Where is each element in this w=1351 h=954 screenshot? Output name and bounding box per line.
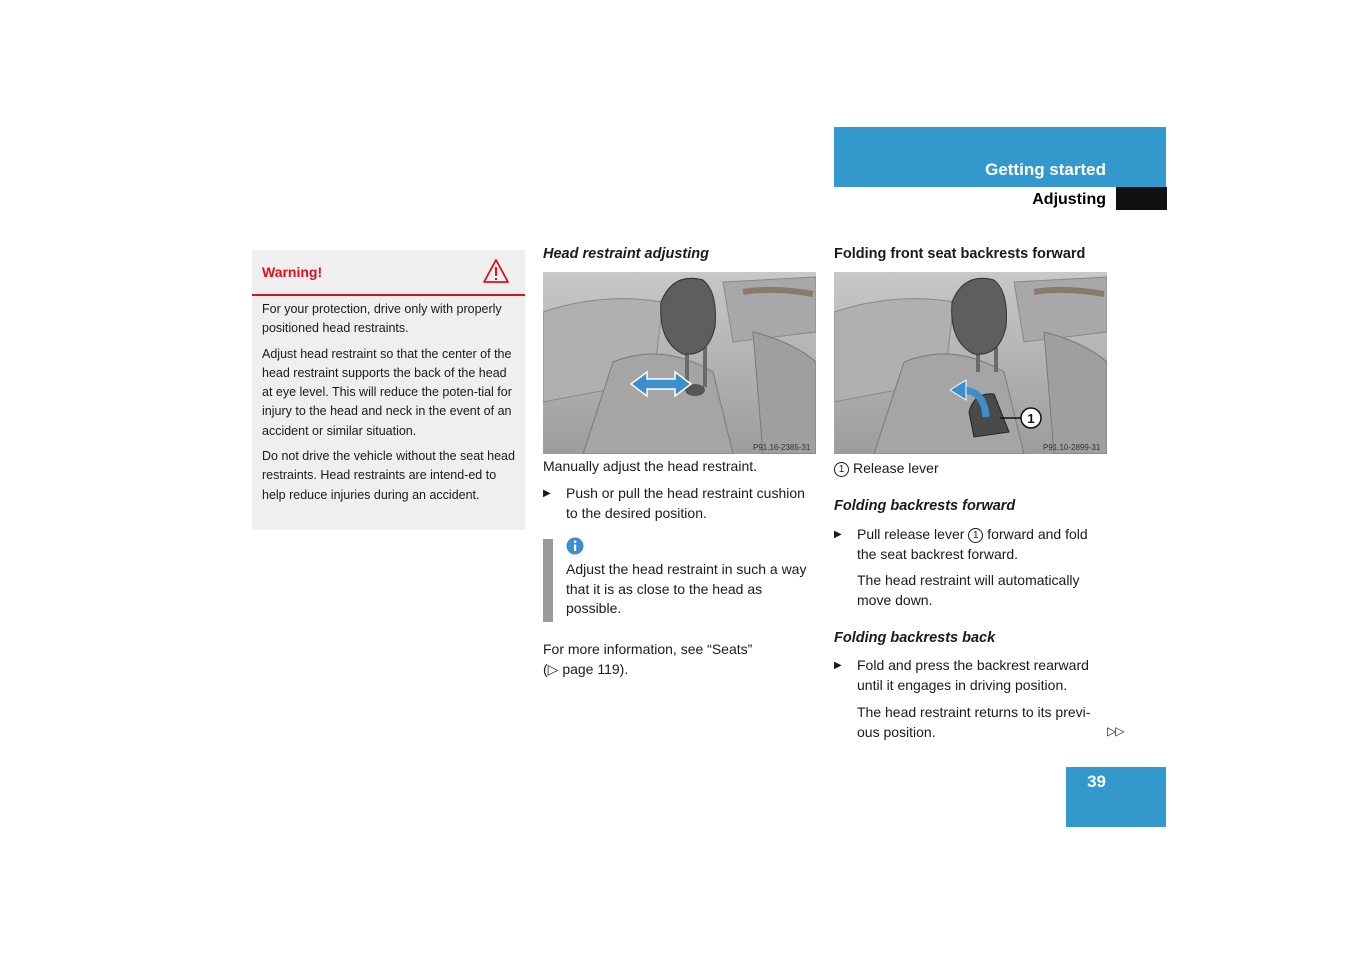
warning-paragraph: Do not drive the vehicle without the seat head restraints. Head restraints are intend-ed to help reduce injuries during an accident.: [262, 449, 515, 502]
callout-label: Release lever: [853, 460, 939, 476]
step-text-part: forward and fold the seat backrest forward.: [857, 526, 1088, 562]
back-result: The head restraint returns to its previ-ous position.: [857, 704, 1091, 740]
image-code: P91.10-2899-31: [1043, 443, 1101, 452]
step-text: Push or pull the head restraint cushion to the desired position.: [566, 485, 805, 521]
bullet-arrow-icon: ▶: [543, 488, 551, 499]
forward-result: The head restraint will automatically move down.: [857, 572, 1080, 608]
bullet-arrow-icon: ▶: [834, 660, 842, 671]
info-bar: [543, 539, 553, 622]
continued-icon: ▷▷: [1107, 724, 1124, 738]
subsection-title: Adjusting: [1032, 191, 1106, 208]
callout-number: 1: [1027, 411, 1035, 426]
info-icon: [566, 537, 584, 555]
more-info: [543, 640, 816, 679]
callout-legend: [834, 459, 1107, 479]
forward-title: Folding backrests forward: [834, 498, 1016, 514]
warning-heading: Warning!: [262, 264, 323, 280]
warning-paragraph: For your protection, drive only with properly positioned head restraints.: [262, 302, 502, 336]
image-code: P91.16-2385-31: [753, 443, 811, 452]
folding-title: Folding front seat backrests forward: [834, 246, 1086, 262]
head-restraint-intro: Manually adjust the head restraint.: [543, 458, 758, 474]
info-text: Adjust the head restraint in such a way that it is as close to the head as possible.: [566, 561, 807, 616]
warning-body: [262, 300, 520, 511]
step-text-part: Pull release lever: [857, 526, 965, 542]
page-reference-link[interactable]: (▷ page 119).: [543, 660, 629, 677]
more-info-line: For more information, see “Seats”: [543, 641, 753, 657]
back-step: [834, 656, 1107, 695]
forward-step: [834, 525, 1107, 564]
warning-paragraph: Adjust head restraint so that the center of the head restraint supports the back of the head at eye level. This will reduce the poten-tial for injury to the head and neck in the event of an accident or similar situation.: [262, 346, 512, 438]
head-restraint-title: Head restraint adjusting: [543, 246, 709, 262]
head-restraint-step: [543, 484, 816, 523]
section-title: Getting started: [985, 160, 1106, 179]
warning-box: [252, 250, 525, 530]
step-text: [857, 525, 1107, 564]
head-restraint-illustration: [543, 272, 816, 454]
step-text: Fold and press the backrest rearward until it engages in driving position.: [857, 657, 1089, 693]
callout-circle: 1: [834, 462, 849, 477]
callout-circle: 1: [968, 528, 983, 543]
warning-divider: [252, 294, 525, 296]
folding-illustration: [834, 272, 1107, 454]
section-marker: [1116, 187, 1167, 210]
warning-triangle-icon: [482, 258, 510, 284]
page-number: 39: [1087, 772, 1106, 791]
back-title: Folding backrests back: [834, 630, 996, 646]
bullet-arrow-icon: ▶: [834, 529, 842, 540]
